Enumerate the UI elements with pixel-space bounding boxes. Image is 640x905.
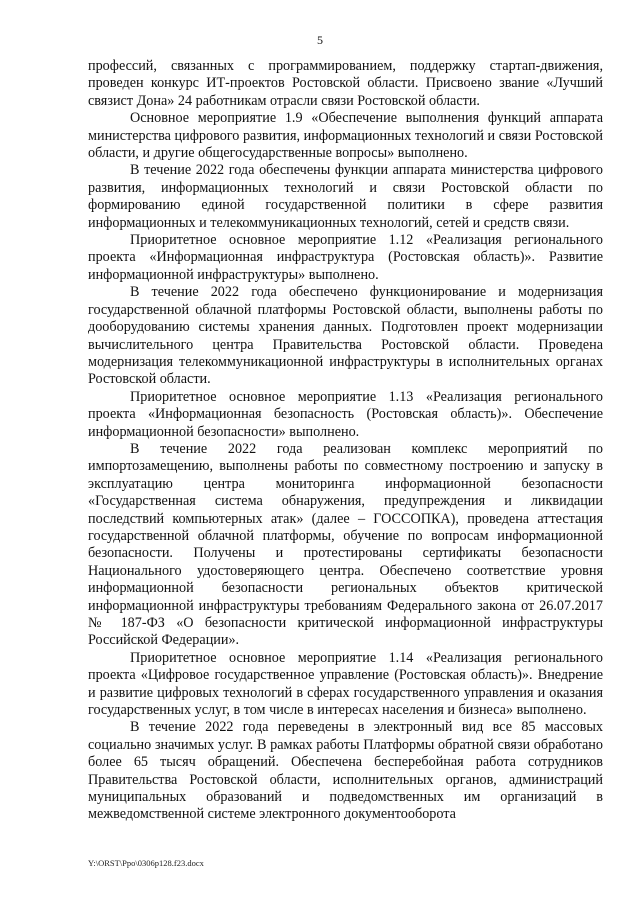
paragraph: В течение 2022 года реализован комплекс мероприятий по импортозамещению, выполнены работы по совместному построению и запуску в эксплуатацию центра мониторинга информационной безопасности «Государственная система обнаружения, предупреждения и ликвидации последствий компьютерных атак» (далее – ГОССОПКА), проведена аттестация государственной облачной платформы, обучение по вопросам информационной безопасности. Получены и протестированы сертификаты безопасности Национального удостоверяющего центра. Обеспечено соответствие уровня информационной безопасности региональных объектов критической информационной инфраструктуры требованиям Федерального закона от 26.07.2017 № 187-ФЗ «О безопасности критической информационной инфраструктуры Российской Федерации». [88,440,603,649]
paragraph: профессий, связанных с программированием, поддержку стартап-движения, проведен конкурс ИТ-проектов Ростовской области. Присвоено звание «Лучший связист Дона» 24 работникам отрасли связи Ростовской области. [88,58,603,109]
paragraph: В течение 2022 года обеспечены функции аппарата министерства цифрового развития, информационных технологий и связи Ростовской области по формированию единой государственной политики в сфере развития информационных и телекоммуникационных технологий, сетей и средств связи. [88,162,603,231]
paragraph: Приоритетное основное мероприятие 1.12 «Реализация регионального проекта «Информационная инфраструктура (Ростовская область)». Развитие информационной инфраструктуры» выполнено. [88,232,603,283]
file-path-footer: Y:\ORST\Ppo\0306p128.f23.docx [88,858,204,868]
paragraph: Основное мероприятие 1.9 «Обеспечение выполнения функций аппарата министерства цифрового развития, информационных технологий и связи Ростовской области, и другие общегосударственные вопросы» выполнено. [88,110,603,162]
paragraph: Приоритетное основное мероприятие 1.14 «Реализация регионального проекта «Цифровое государственное управление (Ростовская область)». Внедрение и развитие цифровых технологий в сферах государственного управления и оказания государственных услуг, в том числе в интересах населения и бизнеса» выполнено. [88,649,603,719]
paragraph: В течение 2022 года обеспечено функционирование и модернизация государственной облачной платформы Ростовской области, выполнены работы по дооборудованию системы хранения данных. Подготовлен проект модернизации вычислительного центра Правительства Ростовской области. Проведена модернизация телекоммуникационной инфраструктуры в исполнительных органах Ростовской области. [88,284,603,388]
paragraph: Приоритетное основное мероприятие 1.13 «Реализация регионального проекта «Информационная безопасность (Ростовская область)». Обеспечение информационной безопасности» выполнено. [88,388,603,440]
paragraph: В течение 2022 года переведены в электронный вид все 85 массовых социально значимых услуг. В рамках работы Платформы обратной связи обработано более 65 тысяч обращений. Обеспечена бесперебойная работа сотрудников Правительства Ростовской области, исполнительных органов, администраций муниципальных образований и подведомственных им организаций в межведомственной системе электронного документооборота [88,719,603,823]
page-number: 5 [317,33,323,47]
document-body [88,58,603,824]
